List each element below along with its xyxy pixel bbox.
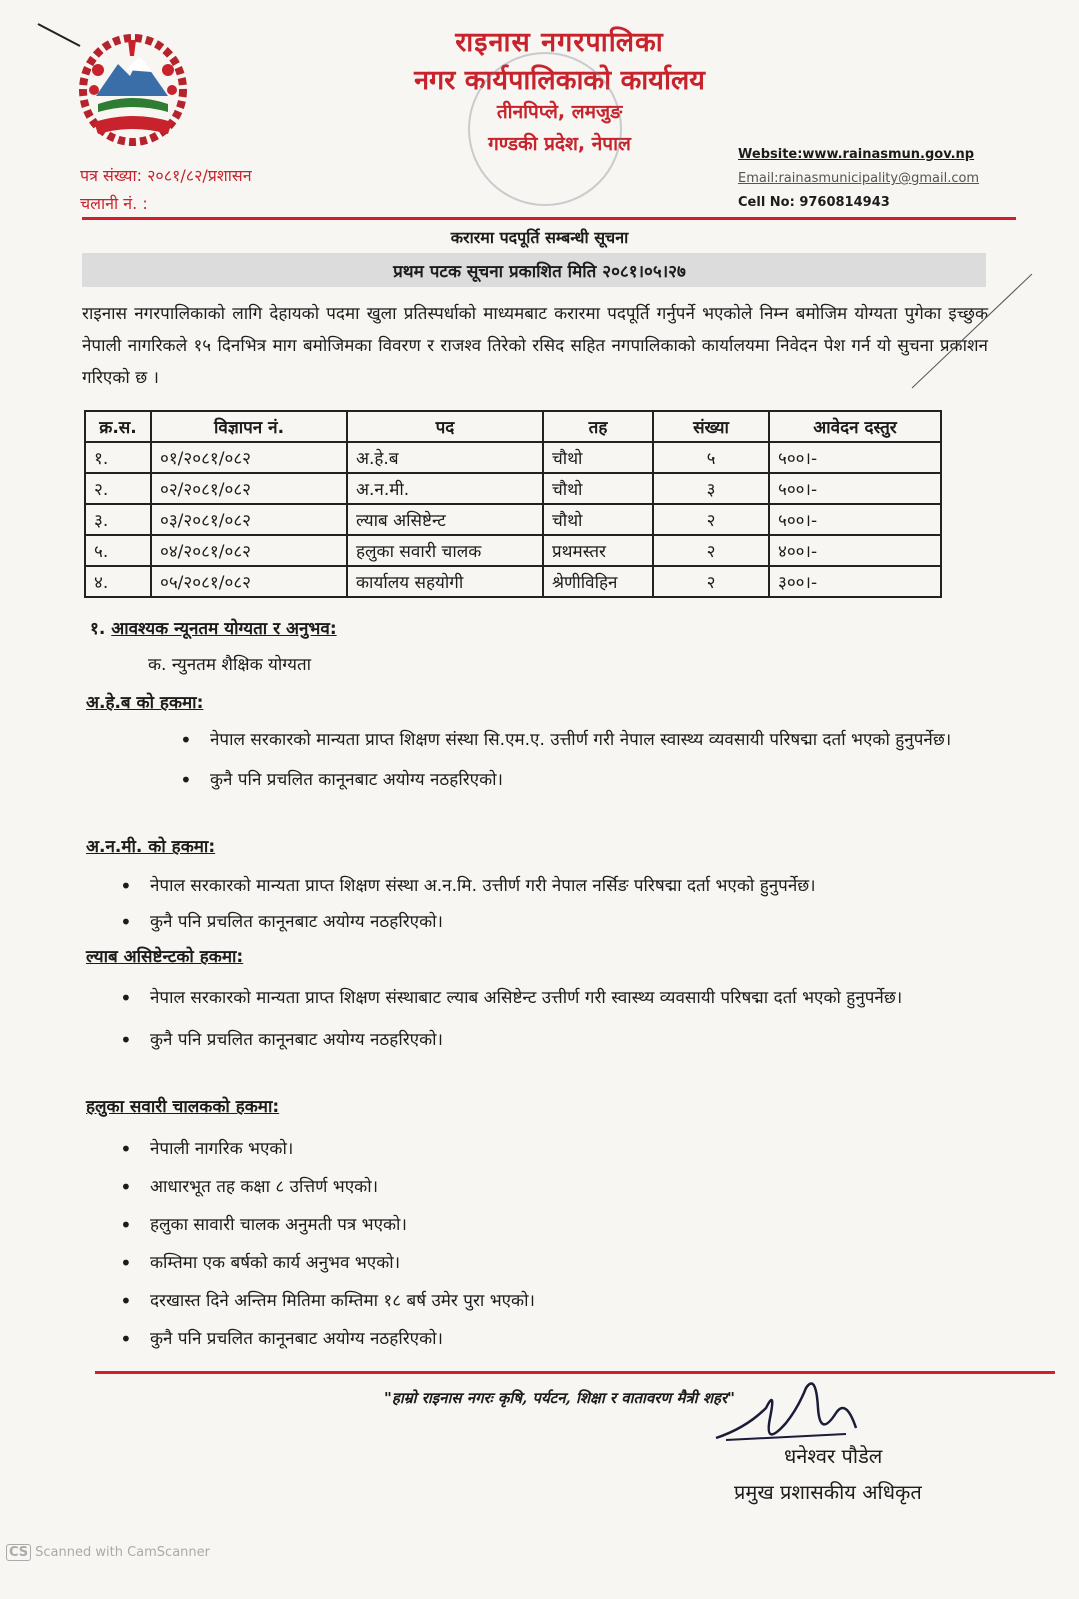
publication-date: प्रथम पटक सूचना प्रकाशित मिति २०८१।०५।२७ [393, 262, 686, 282]
table-row [85, 566, 941, 597]
group-heading-driver: हलुका सवारी चालकको हकमा: [86, 1097, 280, 1117]
intro-paragraph: राइनास नगरपालिकाको लागि देहायको पदमा खुला प्रतिस्पर्धाको माध्यमबाट करारमा पदपूर्ति गर्नुपर्ने भएकोले निम्न बमोजिम योग्यता पुगेका इच्छुक नेपाली नागरिकले १५ दिनभित्र माग बमोजिमका विवरण र राजश्व तिरेको रसिद सहित नगपालिकाको कार्यालयमा निवेदन पेश गर्न यो सुचना प्रकाशन गरिएको छ । [82, 304, 988, 388]
list-item: • नेपाली नागरिक भएको। [120, 1130, 1000, 1168]
pen-diagonal-mark [906, 272, 1036, 392]
cell-count: २ [653, 535, 769, 566]
cell-sn: १. [85, 442, 151, 473]
list-item: • कम्तिमा एक बर्षको कार्य अनुभव भएको। [120, 1244, 1000, 1282]
cell-count: ३ [653, 473, 769, 504]
header-divider [82, 217, 1016, 220]
cell-sn: २. [85, 473, 151, 504]
list-item: • आधारभूत तह कक्षा ८ उत्तिर्ण भएको। [120, 1168, 1000, 1206]
cell-sn: ४. [85, 566, 151, 597]
cell-post: कार्यालय सहयोगी [347, 566, 543, 597]
office-location: तीनपिप्ले, लमजुङ [496, 101, 623, 123]
letter-reference [80, 162, 252, 218]
office-name: नगर कार्यपालिकाको कार्यालय [414, 65, 705, 96]
camscanner-label: Scanned with CamScanner [35, 1545, 210, 1560]
table-row [85, 504, 941, 535]
cell-fee: ५००।- [769, 442, 941, 473]
cell-count: २ [653, 504, 769, 535]
list-item: • दरखास्त दिने अन्तिम मितिमा कम्तिमा १८ बर्ष उमेर पुरा भएको। [120, 1282, 1000, 1320]
bullet-list-lab-assistant [120, 982, 1018, 1056]
list-item: • नेपाल सरकारको मान्यता प्राप्त शिक्षण संस्था सि.एम.ए. उत्तीर्ण गरी नेपाल स्वास्थ्य व्यवसायी परिषद्मा दर्ता भएको हुनुपर्नेछ। [180, 724, 988, 756]
col-header-sn: क्र.स. [85, 411, 151, 442]
email-link[interactable]: Email:rainasmunicipality@gmail.com [738, 171, 980, 186]
cell-level: प्रथमस्तर [543, 535, 653, 566]
col-header-ad-no: विज्ञापन नं. [151, 411, 347, 442]
cell-ad-no: ०१/२०८१/०८२ [151, 442, 347, 473]
cell-fee: ५००।- [769, 473, 941, 504]
list-item: • कुनै पनि प्रचलित कानूनबाट अयोग्य नठहरिएको। [120, 906, 1010, 938]
cell-fee: ५००।- [769, 504, 941, 535]
dispatch-number: चलानी नं. : [80, 194, 148, 213]
bullet-list-driver [120, 1130, 1000, 1358]
cell-count: २ [653, 566, 769, 597]
municipality-motto: "हाम्रो राइनास नगरः कृषि, पर्यटन, शिक्षा र वातावरण मैत्री शहर" [384, 1389, 735, 1407]
signer-name: धनेश्वर पौडेल [784, 1444, 883, 1468]
footer-divider [95, 1371, 1055, 1374]
cell-fee: ३००।- [769, 566, 941, 597]
group-heading-lab-assistant: ल्याब असिष्टेन्टको हकमा: [86, 947, 244, 967]
camscanner-watermark [6, 1544, 210, 1561]
vacancy-table [84, 410, 942, 598]
section-title: आवश्यक न्यूनतम योग्यता र अनुभव: [111, 619, 337, 639]
office-seal-stamp [468, 52, 622, 206]
cell-level: चौथो [543, 473, 653, 504]
group-heading-anm: अ.न.मी. को हकमा: [86, 837, 216, 857]
bullet-list-ahw [180, 724, 988, 796]
cell-level: श्रेणीविहिन [543, 566, 653, 597]
list-item: • कुनै पनि प्रचलित कानूनबाट अयोग्य नठहरिएको। [180, 764, 988, 796]
cell-count: ५ [653, 442, 769, 473]
notice-subject: करारमा पदपूर्ति सम्बन्धी सूचना [450, 228, 629, 247]
col-header-level: तह [543, 411, 653, 442]
cell-ad-no: ०२/२०८१/०८२ [151, 473, 347, 504]
cell-level: चौथो [543, 442, 653, 473]
signer-title: प्रमुख प्रशासकीय अधिकृत [734, 1480, 922, 1504]
list-item: • कुनै पनि प्रचलित कानूनबाट अयोग्य नठहरिएको। [120, 1024, 1018, 1056]
list-item: • नेपाल सरकारको मान्यता प्राप्त शिक्षण संस्था अ.न.मि. उत्तीर्ण गरी नेपाल नर्सिङ परिषद्मा दर्ता भएको हुनुपर्नेछ। [120, 870, 1010, 902]
list-item: • हलुका सावारी चालक अनुमती पत्र भएको। [120, 1206, 1000, 1244]
website-link[interactable]: Website:www.rainasmun.gov.np [738, 147, 975, 162]
table-row [85, 535, 941, 566]
col-header-fee: आवेदन दस्तुर [769, 411, 941, 442]
table-row [85, 442, 941, 473]
list-item: • कुनै पनि प्रचलित कानूनबाट अयोग्य नठहरिएको। [120, 1320, 1000, 1358]
section-heading [90, 616, 337, 639]
cell-ad-no: ०५/२०८१/०८२ [151, 566, 347, 597]
table-row [85, 473, 941, 504]
cell-post: अ.न.मी. [347, 473, 543, 504]
letter-number: पत्र संख्या: २०८१/८२/प्रशासन [80, 166, 252, 185]
camscanner-logo-icon: CS [6, 1544, 31, 1561]
subsection-title: क. न्युनतम शैक्षिक योग्यता [148, 655, 312, 675]
cell-post: हलुका सवारी चालक [347, 535, 543, 566]
contact-info [738, 143, 979, 215]
cell-ad-no: ०३/२०८१/०८२ [151, 504, 347, 535]
cell-sn: ५. [85, 535, 151, 566]
cell-level: चौथो [543, 504, 653, 535]
col-header-post: पद [347, 411, 543, 442]
cell-number: Cell No: 9760814943 [738, 195, 890, 210]
cell-post: ल्याब असिष्टेन्ट [347, 504, 543, 535]
cell-sn: ३. [85, 504, 151, 535]
cell-ad-no: ०४/२०८१/०८२ [151, 535, 347, 566]
cell-fee: ४००।- [769, 535, 941, 566]
section-number: १. [90, 619, 106, 639]
list-item: • नेपाल सरकारको मान्यता प्राप्त शिक्षण संस्थाबाट ल्याब असिष्टेन्ट उत्तीर्ण गरी स्वास्थ्य व्यवसायी परिषद्मा दर्ता भएको हुनुपर्नेछ। [120, 982, 1018, 1014]
col-header-count: संख्या [653, 411, 769, 442]
bullet-list-anm [120, 870, 1010, 938]
group-heading-ahw: अ.हे.ब को हकमा: [86, 693, 204, 713]
municipality-name: राइनास नगरपालिका [455, 27, 664, 58]
cell-post: अ.हे.ब [347, 442, 543, 473]
table-header-row [85, 411, 941, 442]
office-province: गण्डकी प्रदेश, नेपाल [488, 133, 631, 155]
